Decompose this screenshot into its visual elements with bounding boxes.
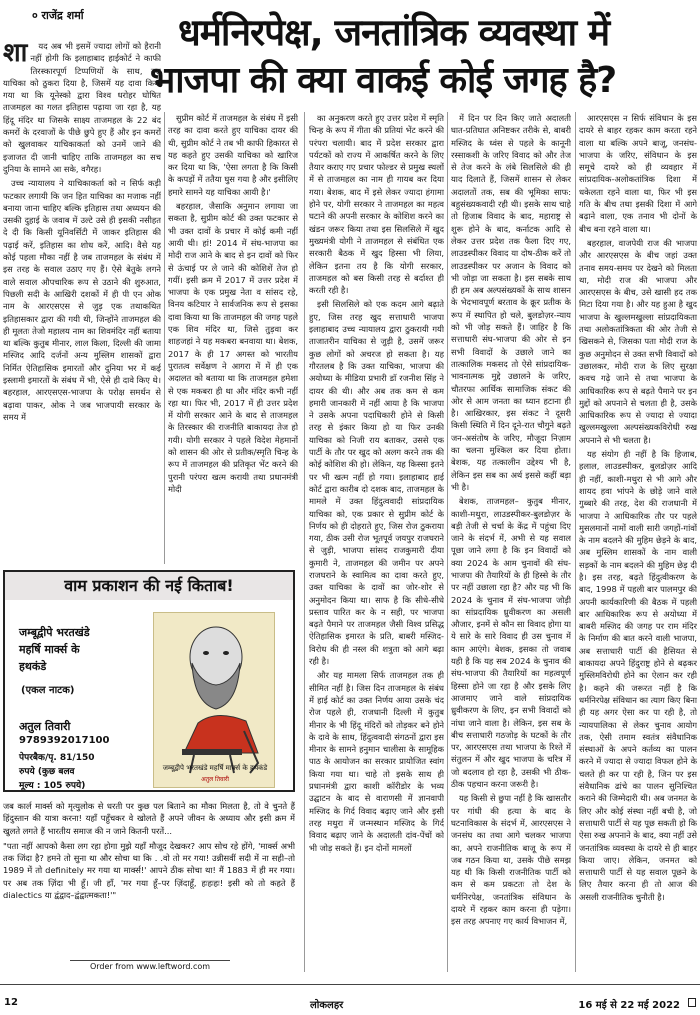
column-paragraph: बहरहाल, जैसाकि अनुमान लगाया जा सकता है, सुप्रीम कोर्ट की उक्त फटकार से भी उक्त दावों के प्रचार में कोई कमी नहीं आयी थी। हां! 2014 में संघ-भाजपा का मोदी राज आने के बाद से इन दावों को फिर से ऊंचाई पर ले जाने की कोशिशें तेज हो गयीं। इसी क्रम में 2017 में उत्तर प्रदेश में भाजपा के एक प्रमुख नेता व सांसद रहे, विनय कटियार ने सार्वजनिक रूप से इसका दावा किया था कि ताजमहल की जगह पहले एक शिव मंदिर था, जिसे तुड़वा कर शाहजहां ने यह मकबरा बनवाया था। बेशक, 2017 के ही 17 अगस्त को भारतीय पुरातत्व सर्वेक्षण ने आगरा में में ही एक अदालत को बताया था कि ताजमहल हमेशा से एक मकबरा ही था और मंदिर कभी नहीं रहा था। फिर भी, 2017 में ही उत्तर प्रदेश में योगी सरकार आने के बाद से ताजमहल के तिरस्कार की राजनीति बाकायदा तेज हो गयी। योगी सरकार ने पहले विदेश मेहमानों को शासन की ओर से प्रतीक/स्मृति चिन्ह के रूप में ताजमहल की प्रतिकृत भेंट करने की पुरानी परंपरा खत्म करायी तथा प्रधानमंत्री मोदी bbox=[168, 201, 298, 494]
page-footer bbox=[0, 984, 700, 1012]
ad-isbn: 9789392017100 bbox=[19, 735, 110, 746]
issue-date: 16 मई से 22 मई 2022 bbox=[578, 1000, 680, 1011]
ad-price-line: रुपये (कुछ बलव bbox=[19, 767, 75, 777]
publication-name: लोकलहर bbox=[310, 1000, 344, 1011]
ad-price-line: मूल्य : 105 रुपये) bbox=[19, 781, 86, 791]
article-column-5 bbox=[579, 112, 697, 974]
column-divider bbox=[447, 112, 448, 972]
column-paragraph: इसी सिलसिले को एक कदम आगे बढ़ाते हुए, जिस तरह खुद सत्ताधारी भाजपा इलाहाबाद उच्च न्यायालय द्वारा ठुकरायी गयी ताजातरीन याचिका से जुड़ी है, उसमें जरूर कुछ लोगों को अचरज हो सकता है। यह गौरतलब है कि उक्त याचिका, भाजपा की अयोध्या के मीडिया प्रभारी डाॅ रजनीश सिंह ने दायर की थी। और अब तक कम से कम हमारी जानकारी में नहीं आया है कि भाजपा ने उसके अपना पदाधिकारी होने से किसी तरह से इंकार किया हो या फिर उनकी याचिका को निजी राय बताकर, उससे एक पार्टी के तौर पर खुद को अलग करने तक की कोई कोशिश की हो। लेकिन, यह किस्सा इतने पर भी खत्म नहीं हो गया। इलाहाबाद हाई कोर्ट द्वारा कारीब दो दशक बाद, ताजमहल के मामले में उक्त हिंदुत्ववादी सांप्रदायिक याचिका को, एक प्रकार से सुप्रीम कोर्ट के निर्णय को ही दोहराते हुए, जिस रोज ठुकराया गया, ठीक उसी रोज भूतपूर्व जयपुर राजघराने से जुड़ी, भाजपा सांसद राजकुमारी दीया कुमारी ने, ताजमहल की जमीन पर अपने राजघराने के स्वामित्व का दावा करते हुए, उक्त याचिका के दावों का जोर-शोर से अनुमोदन किया था। साफ है कि सीधे-सीधे प्रस्ताव पारित कर के न सही, पर भाजपा बढ़ते पैमाने पर ताजमहल जैसी विश्व प्रसिद्ध ऐतिहासिक इमारत के प्रति, बाबरी मस्जिद-विरोध की ही नस्ल की शत्रुता को आगे बढ़ा रही है। bbox=[309, 299, 444, 667]
marx-portrait-illustration bbox=[154, 613, 276, 789]
column-divider bbox=[164, 112, 165, 564]
cover-author: अतुल तिवारी bbox=[201, 776, 229, 783]
column-paragraph: यह संयोग ही नहीं है कि हिजाब, हलाल, लाउडस्पीकर, बुलडोज़र आदि ही नहीं, काशी-मथुरा से भी आगे और शायद हवा भांपने के छोड़े जाने वाले गुब्बारे की तरह, देश की राजधानी में भाजपा ने आधिकारिक तौर पर पहले मुसलमानों नामों वाली सारी जगहों-गांवों के नाम बदलने की मुहिम छेड़ने के बाद, अब मुस्लिम शासकों के नाम वाली सड़कों के नाम बदलने की मुहिम छेड़ दी है। इस तरह, बढ़ते हिंदुत्वीकरण के बाद, 1998 में पहली बार पालमपुर की अपनी कार्यकारिणी की बैठक में पहली बार आधिकारिक रूप से अयोध्या में बाबरी मस्जिद की जगह पर राम मंदिर के निर्माण की बात करने वाली भाजपा, अब सत्ताधारी पार्टी की हैसियत से बाकायदा अपने हिंदुराष्ट्र होने से बढ़कर मुस्लिमविरोधी होने का ऐलान कर रही है। कहने की जरूरत नहीं है कि धर्मनिरपेक्ष संविधान का त्याग किए बिना ही यह अगर ऐसा कर पा रही है, तो न्यायपालिका से लेकर चुनाव आयोग तक, ऐसी तमाम स्वतंत्र संवैधानिक संस्थाओं के अपने कर्तव्य का पालन करने में ज्यादा से ज्यादा विफल होने के चलते ही कर पा रही है, जिन पर इस संवैधानिक ढांचे का पालन सुनिश्चित कराने की जिम्मेदारी थी। अब जनमत के लिए और कोई संस्था नहीं बची है, जो सत्ताधारी पार्टी से यह पूछ सकती हो कि ऐसा रुख अपनाने के बाद, क्या नहीं उसे जनतांत्रिक व्यवस्था के दायरे से ही बाहर किया जाए। लेकिन, जनमत को सत्ताधारी पार्टी से यह सवाल पूछने के लिए तैयार करना ही तो आज की असली राजनीतिक चुनौती है। bbox=[579, 449, 697, 902]
drop-cap: शा bbox=[3, 40, 28, 68]
column-paragraph: बेशक, ताजमहल– कुतुब मीनार, काशी-मथुरा, लाउडस्पीकर-बुलडोज़र के बड़ी तेजी से चर्चा के केंद्र में पहुंचा दिए जाने के संदर्भ में, अभी से यह सवाल पूछा जाने लगा है कि इन विवादों को क्या 2024 के आम चुनावों की संघ-भाजपा की तैयारियों के ही हिस्से के तौर पर नहीं उछाला रहा है? और यह भी कि 2024 के चुनाव में संघ-भाजपा जोड़ी का सांप्रदायिक ध्रुवीकरण का असली औजार, इनमें से कौन सा विवाद होगा या ये सारे के सारे विवाद ही उस चुनाव में काम आएंगे। बेशक, इसका तो जवाब यही है कि यह सब 2024 के चुनाव की संघ-भाजपा की तैयारियों का महत्वपूर्ण हिस्सा होने जा रहा है और इसके लिए आजमाए जाने वाले सांप्रदायिक ध्रुवीकरण के लिए, इन सभी विवादों को नांधा जाने वाला है। लेकिन, इस सब के बीच सत्ताधारी गठजोड़ के घटकों के तौर पर, आरएसएस तथा भाजपा के रिश्ते में संतुलन में और खुद भाजपा के चरित्र में जो बदलाव हो रहा है, उसकी भी ठीक-ठीक पहचान करना जरूरी है। bbox=[451, 496, 571, 790]
author-byline: ० राजेंद्र शर्मा bbox=[32, 9, 84, 22]
ad-book-title-line: हथकंडे bbox=[19, 660, 47, 673]
ad-author: अतुल तिवारी bbox=[19, 720, 71, 733]
ad-book-title bbox=[19, 624, 159, 675]
ad-description-text: जब कार्ल मार्क्स को मृत्युलोक से धरती पर कुछ पल बिताने का मौका मिलता है, तो वे चुनते हैं हिंदुस्तान की यात्रा करना! यहाँ पहुँचकर वे खोलते हैं अपने जीवन के अध्याय और इसी क्रम में खुलते लगते हैं भारतीय समाज की न जाने कितनी परतें... bbox=[3, 801, 295, 836]
article-column-4 bbox=[451, 112, 571, 968]
column-paragraph: आरएसएस न सिर्फ संविधान के इस दायरे से बाहर रहकर काम करता रहने वाला था बल्कि अपने बाजू, जनसंघ-भाजपा के जरिए, संविधान के इस समूचे दायरे को ही व्यवहार में सांप्रदायिक-अलोकतांत्रिक दिशा में धकेलता रहने वाला था, फिर भी इस गति के बीच तथा इसकी दिशा में आगे बढ़ाने वाला, एक तनाव भी दोनों के बीच बना रहने वाला था। bbox=[579, 113, 697, 234]
ad-book-title-line: जम्बूद्वीपे भरतखंडे bbox=[19, 626, 90, 639]
ad-header: वाम प्रकाशन की नई किताब! bbox=[5, 572, 293, 600]
book-cover bbox=[153, 612, 275, 788]
column-paragraph: में दिन पर दिन किए जाते अदालती घात-प्रतिघात अनिष्टकर तरीके से, बाबरी मस्जिद के ध्वंस से पहले के कानूनी रस्साकशी के जरिए विवाद को और तेज से तेज करने के लंबे सिलसिले की ही याद दिलाते हैं, जिसमें शासन से लेकर अदालतों तक, सब की भूमिका साफ: बहुसंख्यकवादी रही थी। इसके साथ चाहे तो हिजाब विवाद के बाद, महाराष्ट्र से शुरू होने के बाद, कर्नाटक आदि से लेकर उत्तर प्रदेश तक फैला दिए गए, लाउडस्पीकर विवाद या दोष-ठीक करें तो लाउडस्पीकर पर अजान के विवाद को भी जोड़ा जा सकता है। इस सबके साथ ही हम अब अल्पसंख्यकों के साथ शासन के भेदभावपूर्ण बरताव के क्रूर प्रतीक के रूप में स्थापित हो चले, बुलडोज़र-न्याय को भी जोड़ सकते हैं। जाहिर है कि सत्ताधारी संघ-भाजपा की ओर से इन सभी विवादों के उछाले जाने का तात्कालिक मकसद तो ऐसे सांप्रदायिक-भावनात्मक मुद्दे उछालने के जरिए, चौतरफा आर्थिक सामाजिक संकट की ओर से आम जनता का ध्यान हटाना ही है। आखिरकार, इस संकट ने दूसरी किसी स्थिति में दिन दूने-रात चौगुने बढ़ते जन-असंतोष के जरिए, मौजूदा निज़ाम का चलना मुश्किल कर दिया होता। बेशक, यह तत्कालीन उद्देश्य भी है, लेकिन इस सब का अर्थ इससे कहीं बड़ा भी है। bbox=[451, 113, 571, 492]
column-paragraph: का अनुकरण करते हुए उत्तर प्रदेश में स्मृति चिन्ह के रूप में गीता की प्रतियां भेंट करने की परंपरा चलायी। बाद में प्रदेश सरकार द्वारा पर्यटकों को राज्य में आकर्षित करने के लिए तैयार कराए गए प्रचार फोल्डर से प्रमुख स्थलों में से ताजमहल का नाम ही गायब कर दिया गया। बेशक, बाद में इसे लेकर ज्यादा हंगामा होने पर, योगी सरकार ने ताजमहल का महत्व घटाने की अपनी सरकार के कोशिश करने का खंडन जरूर किया तथा इस सिलसिले में खुद मुख्यमंत्री योगी ने ताजमहल से संबंधित एक सरकारी बैठक में खुद हिस्सा भी लिया, लेकिन इतना तय है कि योगी सरकार, ताजमहल को बस किसी तरह से बर्दाश्त ही करती रही है। bbox=[309, 113, 444, 296]
order-link: Order from www.leftword.com bbox=[70, 960, 230, 974]
column-paragraph: और यह मामला सिर्फ ताजमहल तक ही सीमित नहीं है। जिस दिन ताजमहल के संबंध में हाई कोर्ट का उक्त निर्णय आया उसके चंद रोज पहले ही, राजधानी दिल्ली में कुतुब मीनार के भी हिंदू मंदिरों को तोड़कर बने होने के दावे के साथ, हिंदुत्ववादी संगठनों द्वारा इस मीनार के सामने हनुमान चालीसा के सामूहिक पाठ के आयोजन का सरकार प्रायोजित स्वांग किया गया था। चाहे तो इसके साथ ही प्रधानमंत्री द्वारा काशी कॉरीडोर के भव्य उद्घाटन के बाद से वाराणसी में ज्ञानवापी मस्जिद के गिर्द विवाद बढ़ाए जाने और इसी तरह मथुरा में जन्मस्थान मस्जिद के गिर्द विवाद बढ़ाए जाने के अदालती दांव-पेंचों को भी जोड़ सकते हैं। इन दोनों मामलों bbox=[309, 670, 444, 853]
ad-subtitle: (एकल नाटक) bbox=[21, 685, 75, 696]
column-divider bbox=[304, 112, 305, 972]
column-paragraph: उच्च न्यायालय ने याचिकाकर्ता को न सिर्फ कड़ी फटकार लगायी कि जन हित याचिका का मजाक नहीं बनाया जाना चाहिए बल्कि इतिहास तथा अध्ययन की उसकी दुहाई के जवाब में उल्टे उसे ही इसकी नसीहत दे दी कि किसी यूनिवर्सिटी में जाकर इतिहास की पढ़ाई करें, इतिहास का शोध करें, आदि। वैसे यह कोई पहला मौका नहीं है जब ताजमहल के संबंध में इस तरह के सवाल उठाए गए हैं। ऐसे बेतुके लगने वाले सवाल औपचारिक रूप से उठाने की शुरुआत, पिछली सदी के आखिरी दशकों में ही पी एन ओक नाम के आरएसएस से जुड़ एक तथाकथित इतिहासकार द्वारा की गयी थी, जिन्होंने ताजमहल की ही मूलतः तेजो महालय नाम का शिवमंदिर नहीं बताया था बल्कि कुतुब मीनार, लाल किला, दिल्ली की जामा मस्जिद आदि दर्जनों अन्य मुस्लिम शासकों द्वारा निर्मित ऐतिहासिक इमारतों और दुनिया भर में कई इस्लामी इमारतों के संबंध में भी, ऐसे ही दावे किए थे। बहरहाल, आरएसएस-भाजपा के परोक्ष समर्थन से बढ़ावा पाकर, ओक ने जब भाजपायी सरकार के समय में bbox=[3, 178, 161, 422]
ad-quote-text: "पता नहीं आपको कैसा लग रहा होगा मुझे यहाँ मौजूद देखकर? आप सोच रहे होंगे, 'मार्क्स अभी तक जिंदा है? हमने तो सुना था और सोचा था कि . .वो तो मर गया! उन्नीसवीं सदी में ना सही–तो 1989 में तो definitely मर गया था मार्क्स!' आपने ठीक सोचा था! मैं 1883 में ही मर गया। पर अब तक ज़िंदा भी हूँ। जी हाँ, 'मर गया हूँ–पर ज़िंदाहूँ, हःहःहः! इसी को तो कहते हैं dialectics या द्वंद्वाद–द्वंद्वात्मकता!'" bbox=[3, 840, 295, 901]
book-advertisement bbox=[3, 570, 295, 792]
column-paragraph: यह किसी से छुपा नहीं है कि खासतौर पर गांधी की हत्या के बाद के घटनाविकास के संदर्भ में, आरएसएस ने जनसंघ का तथा आगे चलकर भाजपा का, अपने राजनीतिक बाजू के रूप में जब गठन किया था, उसके पीछे समझ यह थी कि किसी राजनीतिक पार्टी को कम से कम प्रकटतः तो देश के धर्मनिरपेक्ष, जनतांत्रिक संविधान के दायरे में रहकर काम करना ही पड़ेगा। इस तरह अपनाए गए कार्य विभाजन में, bbox=[451, 793, 571, 927]
article-column-1 bbox=[3, 40, 161, 560]
page-number: 12 bbox=[4, 997, 18, 1008]
article-column-3 bbox=[309, 112, 444, 948]
ad-price-line: पेपरबैक/पृ. 81/150 bbox=[19, 753, 95, 763]
end-mark-icon bbox=[688, 998, 696, 1007]
column-divider bbox=[575, 112, 576, 972]
column-paragraph: सुप्रीम कोर्ट में ताजमहल के संबंध में इसी तरह का दावा करते हुए याचिका दायर की थी, सुप्रीम कोर्ट ने तब भी काफी हिकारत से यह कहते हुए उसकी याचिका को खारिज कर दिया था कि, 'ऐसा लगता है कि किसी के कपड़ों में ततैया घुस गया है और इसीलिए हमारे सामने यह याचिका आयी है।' bbox=[168, 113, 298, 197]
cover-title: जम्बूद्वीपे भरतखंडे महर्षि मार्क्स के हथकंडे bbox=[162, 764, 268, 772]
headline-line-2: भाजपा की क्या वाकई कोई जगह है? bbox=[150, 60, 617, 101]
headline-line-1: धर्मनिरपेक्ष, जनतांत्रिक व्यवस्था में bbox=[178, 11, 610, 54]
ad-book-title-line: महर्षि मार्क्स के bbox=[19, 643, 80, 656]
column-paragraph: बहरहाल, वाजपेयी राज की भाजपा और आरएसएस के बीच जहां उक्त तनाव समय-समय पर देखने को मिलता था, मोदी राज की भाजपा और आरएसएस के बीच, उसे खासी हद तक मिटा दिया गया है। और यह हुआ है खुद भाजपा के खुल्लमखुल्ला सांप्रदायिकता तथा अलोकतांत्रिकता की ओर तेजी से खिसकने से, जिसका पता मोदी राज के कुछ अनुमोदन से उक्त सभी विवादों को उछालकर, मोदी राज के लिए सुरक्षा कवच गढ़े जाने से तथा भाजपा के आधिकारिक रूप से बढ़ते पैमाने पर इन मुद्दों को अपनाने से चलता ही है, उसके आधिकारिक रूप से ज्यादा से ज्यादा खुल्लमखुल्ला अल्पसंख्यकविरोधी रुख अपनाने से भी चलता है। bbox=[579, 237, 697, 445]
column-paragraph: यद अब भी इसमें ज्यादा लोगों को हैरानी नहीं होगी कि इलाहाबाद हाईकोर्ट ने काफी तिरस्कारपूर्ण टिप्पणियों के साथ, उस याचिका को ठुकरा दिया है, जिसमें यह दावा किया गया था कि यूनेस्को द्वारा विश्व धरोहर घोषित ताजमहल का गलत इतिहास पढ़ाया जा रहा है, यह हिंदू मंदिर था जिसके साक्ष्य ताजमहल के 22 बंद कमरों के दरवाजों के पीछे छुपे हुए हैं और इन कमरों को खुलवाकर याचिकाकर्ता को उनमें जाने की इजाजत दी जानी चाहिए ताकि ताजमहल का सच दुनिया के सामने आ सके, वगैरह। bbox=[3, 41, 161, 174]
ad-description bbox=[3, 800, 295, 970]
